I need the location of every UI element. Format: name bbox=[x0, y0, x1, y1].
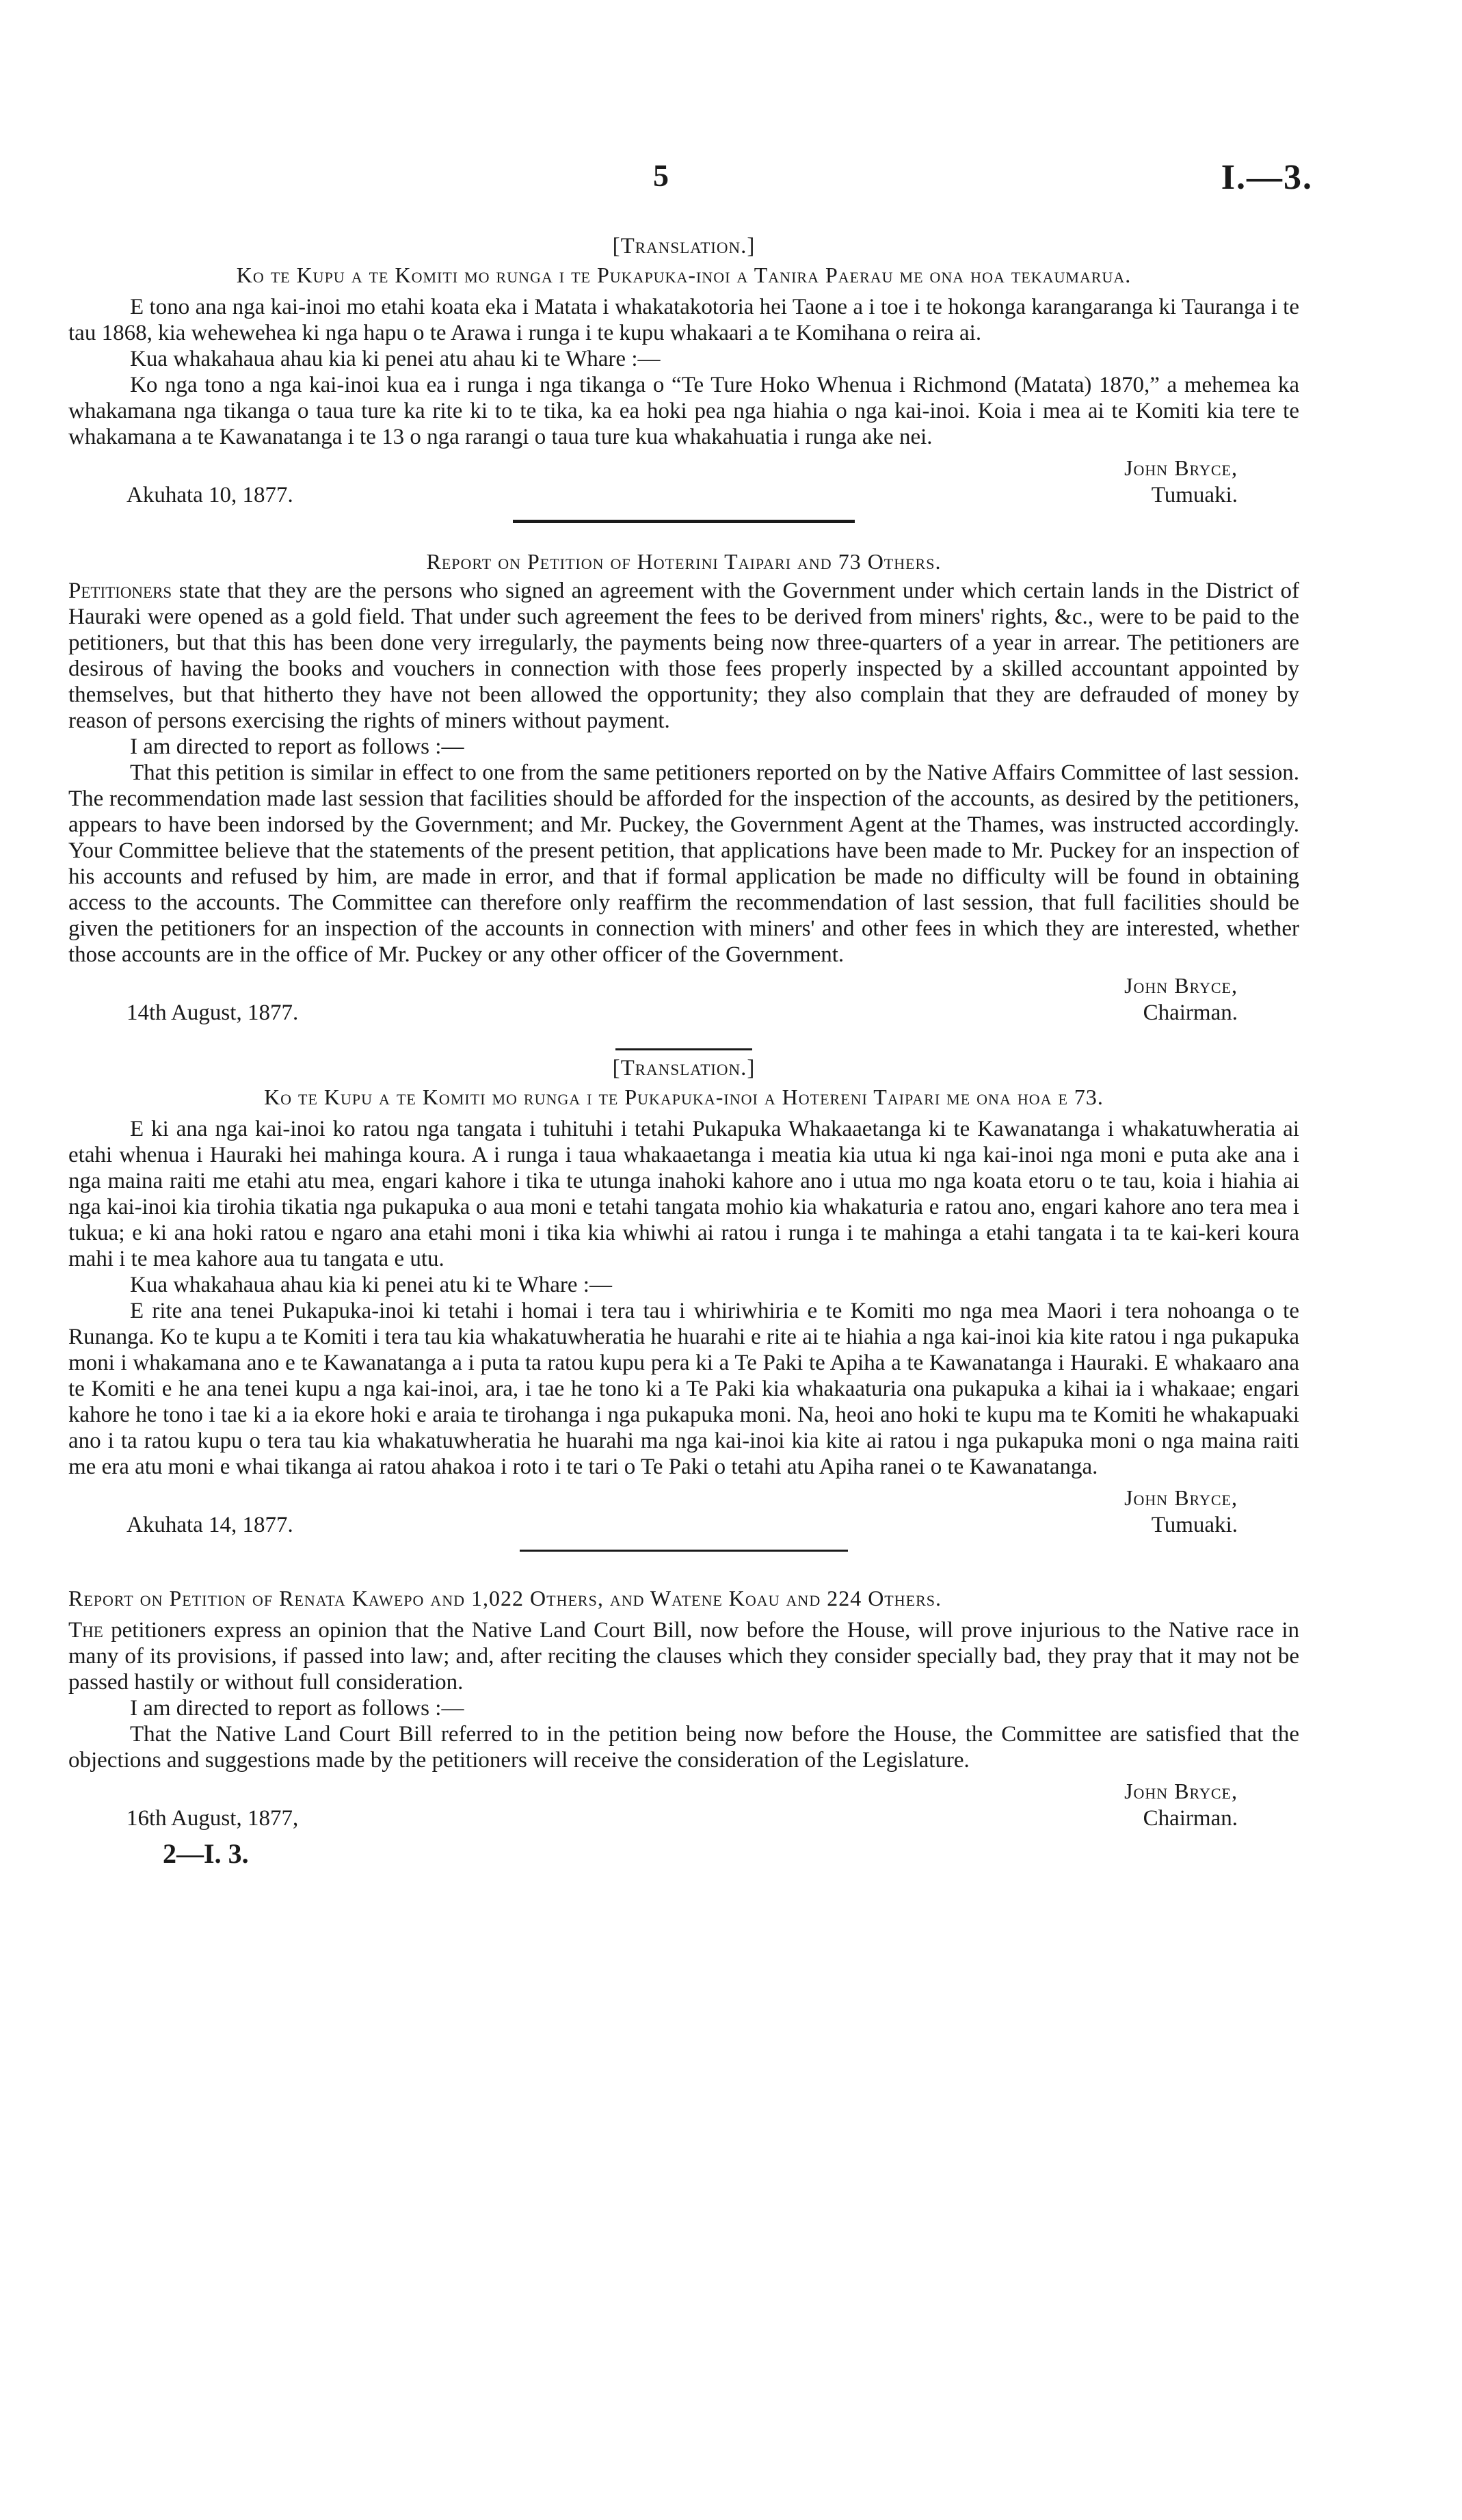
paragraph: Ko nga tono a nga kai-inoi kua ea i runga i nga tikanga o “Te Ture Hoko Whenua i Richmond (Matata) 1870,” a mehemea ka whakamana nga tikanga o taua ture ka rite ki to te tika, ka ea hoki pea nga hiahia o nga kai-inoi. Koia i mea ai te Komiti kia tere te whakamana a te Kawanatanga i te 13 o nga rarangi o taua ture kua whakahuatia i runga ake nei. bbox=[68, 373, 1299, 449]
paragraph: E ki ana nga kai-inoi ko ratou nga tangata i tuhituhi i tetahi Pukapuka Whakaaetanga ki te Kawanatanga i whakatuwheratia ai etahi whenua i Hauraki hei mahinga koura. A i runga i taua whakaaetanga i meatia kia utua ki nga kai-inoi nga moni e puta ake ana i nga maina raiti me etahi atu mea, engari kahore i tika te utunga inahoki kahore ano i utua mo nga koata etoru o te tau, koia i hiahia ai nga kai-inoi kia tirohia tikatia nga pukapuka o aua moni e tetahi tangata mohio kia whakaturia e ratou ano, engari kahore ano tera mea i tukua; e ki ana hoki ratou e ngaro ana etahi moni i tika kia whiwhi ai ratou i runga i te mahinga a etahi tangata i ta te kai-keri koura mahi i te mea kahore aua tu tangata e utu. bbox=[68, 1117, 1299, 1271]
paragraph: That this petition is similar in effect to one from the same petitioners reported on by the Native Affairs Committee of last session. The recommendation made last session that facilities should be afforded for the inspection of the accounts, as desired by the petitioners, appears to have been indorsed by the Government; and Mr. Puckey, the Government Agent at the Thames, was instructed accordingly. Your Committee believe that the statements of the present petition, that applications have been made to Mr. Puckey for an inspection of his accounts and refused by him, are made in error, and that if formal application be made no difficulty will be found in obtaining access to the accounts. The Committee can therefore only reaffirm the recommendation of last session, that full facilities should be given the petitioners for an inspection of the accounts in connection with miners' and other fees in which they are interested, whether those accounts are in the office of Mr. Puckey or any other officer of the Government. bbox=[68, 760, 1299, 967]
paragraph: E rite ana tenei Pukapuka-inoi ki tetahi i homai i tera tau i whiriwhiria e te Komiti mo nga mea Maori i tera nohoanga o te Runanga. Ko te kupu a te Komiti i tera tau kia whakatuwheratia he huarahi e rite ai te hiahia a nga kai-inoi kia kite ratou i nga pukapuka moni i whakamana ano e te Kawanatanga a i puta ta ratou kupu pera ki a Te Paki te Apiha a te Kawanatanga i Hauraki. E whakaaro ana te Komiti e he ana tenei kupu a nga kai-inoi, ara, i tae he tono ki a Te Paki kia whakaaturia ona pukapuka a kihai ia i whakaae; engari kahore he tono i tae ki a ia ekore hoki e araia te tirohanga i nga pukapuka moni. Na, heoi ano hoki te kupu ma te Komiti he whakapuaki ano i ta ratou kupu o tera tau kia whakatuwheratia he huarahi ma nga kai-inoi kia kite ai ratou i nga pukapuka moni o nga maina raiti me era atu moni e whai tikanga ai ratou ahakoa i roto i te tari o Te Paki o tetahi atu Apiha ranei o te Kawanatanga. bbox=[68, 1299, 1299, 1479]
signature-date: 16th August, 1877, bbox=[127, 1806, 299, 1831]
paragraph: I am directed to report as follows :— bbox=[130, 734, 464, 759]
signature-block bbox=[68, 1484, 1299, 1544]
paragraph: E tono ana nga kai-inoi mo etahi koata eka i Matata i whakatakotoria hei Taone a i toe i te hokonga karangaranga ki Tauranga i te tau 1868, kia wehewehea ki nga hapu o te Arawa i runga i te kupu whakaari a te Komihana o reira ai. bbox=[68, 295, 1299, 345]
signature-title: Chairman. bbox=[1143, 1806, 1238, 1831]
section-translation-paerau bbox=[68, 233, 1299, 523]
printer-signature-mark: 2—I. 3. bbox=[163, 1838, 249, 1869]
signature-date: 14th August, 1877. bbox=[127, 1000, 299, 1025]
section-translation-taipari bbox=[68, 1055, 1299, 1552]
signature-date: Akuhata 10, 1877. bbox=[127, 483, 293, 507]
section-title: Report on Petition of Hoterini Taipari and 73 Others. bbox=[426, 549, 942, 574]
section-divider bbox=[513, 520, 855, 523]
lead-word: The bbox=[68, 1618, 103, 1643]
translation-label: [Translation.] bbox=[612, 234, 756, 258]
lead-word: Petitioners bbox=[68, 579, 172, 603]
signature-name: John Bryce, bbox=[1124, 1485, 1238, 1510]
signature-title: Tumuaki. bbox=[1151, 1513, 1238, 1537]
signature-title: Tumuaki. bbox=[1151, 483, 1238, 507]
section-report-taipari bbox=[68, 548, 1299, 1050]
section-divider bbox=[615, 1048, 752, 1050]
signature-date: Akuhata 14, 1877. bbox=[127, 1513, 293, 1537]
section-report-kawepo bbox=[68, 1584, 1299, 1870]
document-page bbox=[68, 157, 1313, 1870]
section-title: Report on Petition of Renata Kawepo and 1,022 Others, and Watene Koau and 224 Others. bbox=[68, 1586, 942, 1610]
signature-block bbox=[68, 454, 1299, 514]
paragraph: That the Native Land Court Bill referred to in the petition being now before the House, the Committee are satisfied that the objections and suggestions made by the petitioners will receive the consideration of the Legislature. bbox=[68, 1722, 1299, 1773]
section-divider bbox=[520, 1550, 848, 1552]
paragraph-text: petitioners express an opinion that the Native Land Court Bill, now before the House, will prove injurious to the Native race in many of its provisions, if passed into law; and, after reciting the clauses which they consider specially bad, they pray that it may not be passed hastily or without full consideration. bbox=[68, 1618, 1299, 1695]
paragraph bbox=[68, 578, 1299, 734]
signature-block bbox=[68, 1777, 1299, 1838]
paragraph bbox=[68, 1617, 1299, 1695]
page-header bbox=[68, 157, 1313, 233]
signature-name: John Bryce, bbox=[1124, 455, 1238, 480]
signature-title: Chairman. bbox=[1143, 1000, 1238, 1025]
paragraph: I am directed to report as follows :— bbox=[130, 1696, 464, 1721]
page-number: 5 bbox=[653, 158, 669, 193]
translation-label: [Translation.] bbox=[612, 1056, 756, 1080]
document-reference: I.—3. bbox=[1221, 158, 1313, 197]
signature-name: John Bryce, bbox=[1124, 973, 1238, 998]
paragraph: Kua whakahaua ahau kia ki penei atu ahau ki te Whare :— bbox=[130, 347, 661, 371]
paragraph-text: state that they are the persons who signed an agreement with the Government under which certain lands in the District of Hauraki were opened as a gold field. That under such agreement the fees to be derived from miners' rights, &c., were to be paid to the petitioners, but that this has been done very irregularly, the payments being now three-quarters of a year in arrear. The petitioners are desirous of having the books and vouchers in connection with those fees properly inspected by a skilled accountant appointed by themselves, but that hitherto they have not been allowed the opportunity; they also complain that they are defrauded of money by reason of persons exercising the rights of miners without payment. bbox=[68, 579, 1299, 733]
paragraph: Kua whakahaua ahau kia ki penei atu ki te Whare :— bbox=[130, 1273, 612, 1297]
signature-name: John Bryce, bbox=[1124, 1779, 1238, 1803]
section-title: Ko te Kupu a te Komiti mo runga i te Pukapuka-inoi a Tanira Paerau me ona hoa tekaumarua. bbox=[236, 263, 1132, 287]
section-title: Ko te Kupu a te Komiti mo runga i te Pukapuka-inoi a Hotereni Taipari me ona hoa e 73. bbox=[264, 1085, 1104, 1109]
signature-block bbox=[68, 972, 1299, 1032]
